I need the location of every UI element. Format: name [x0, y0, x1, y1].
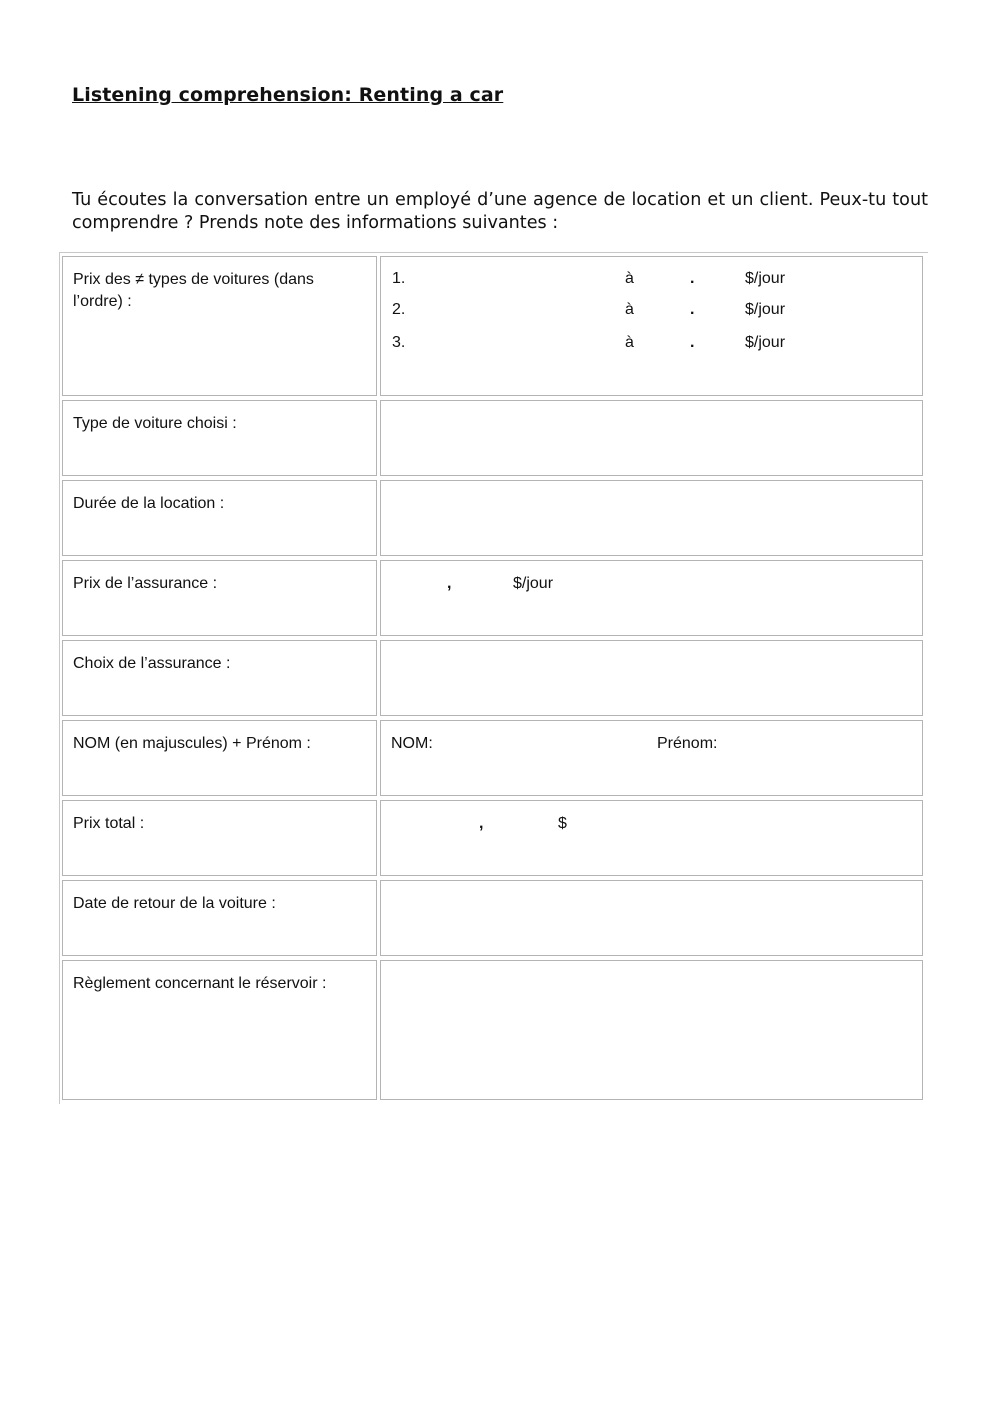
answer-return-date[interactable]	[380, 880, 923, 956]
label-text: Date de retour de la voiture :	[73, 895, 276, 912]
answer-name[interactable]	[380, 720, 923, 796]
prenom-label: Prénom:	[657, 735, 718, 752]
answer-insurance-choice[interactable]	[380, 640, 923, 716]
label-chosen-car	[62, 400, 377, 476]
decimal-comma: ,	[479, 815, 484, 832]
unit-label: $/jour	[513, 575, 554, 592]
answer-total-price[interactable]	[380, 800, 923, 876]
label-insurance-choice	[62, 640, 377, 716]
label-text: Type de voiture choisi :	[73, 415, 237, 432]
answer-chosen-car[interactable]	[380, 400, 923, 476]
unit-label: $/jour	[745, 334, 786, 351]
unit-label: $/jour	[745, 270, 786, 287]
label-text: Prix total :	[73, 815, 145, 832]
unit-label: $	[558, 815, 567, 832]
unit-label: $/jour	[745, 301, 786, 318]
label-total-price	[62, 800, 377, 876]
label-text: Durée de la location :	[73, 495, 225, 512]
list-number: 1.	[392, 270, 406, 287]
decimal-point: .	[690, 270, 695, 287]
label-insurance-price	[62, 560, 377, 636]
label-text: NOM (en majuscules) + Prénom :	[73, 735, 311, 752]
label-car-prices	[62, 256, 377, 396]
label-text: Prix de l’assurance :	[73, 575, 218, 592]
decimal-comma: ,	[447, 575, 452, 592]
label-return-date	[62, 880, 377, 956]
answer-fuel-policy[interactable]	[380, 960, 923, 1100]
decimal-point: .	[690, 334, 695, 351]
label-fuel-policy	[62, 960, 377, 1100]
label-name	[62, 720, 377, 796]
answer-car-prices[interactable]	[380, 256, 923, 396]
worksheet-title: Listening comprehension: Renting a car	[72, 84, 504, 106]
price-range-separator: à	[625, 270, 634, 287]
list-number: 3.	[392, 334, 406, 351]
label-rental-duration	[62, 480, 377, 556]
nom-label: NOM:	[391, 735, 433, 752]
label-text: Choix de l’assurance :	[73, 655, 231, 672]
intro-paragraph: Tu écoutes la conversation entre un employé d’une agence de location et un client. Peux-tu tout comprendre ? Prends note des informations suivantes :	[72, 190, 928, 233]
price-range-separator: à	[625, 301, 634, 318]
label-text: Règlement concernant le réservoir :	[73, 975, 327, 992]
answer-insurance-price[interactable]	[380, 560, 923, 636]
label-text: Prix des ≠ types de voitures (dans l’ordre) :	[73, 271, 314, 310]
decimal-point: .	[690, 301, 695, 318]
price-range-separator: à	[625, 334, 634, 351]
list-number: 2.	[392, 301, 406, 318]
answer-rental-duration[interactable]	[380, 480, 923, 556]
